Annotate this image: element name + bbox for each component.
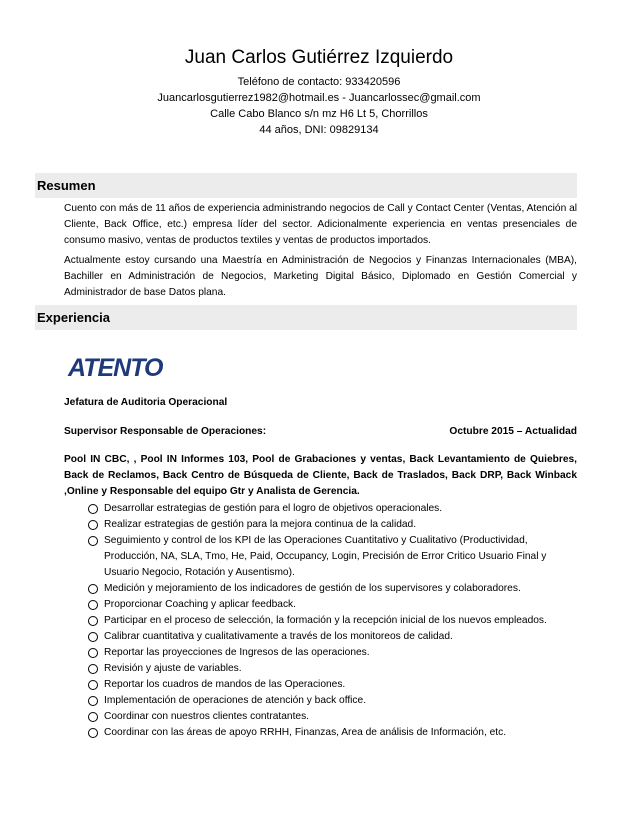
responsibility-text: Reportar las proyecciones de Ingresos de las operaciones. <box>104 647 370 658</box>
responsibility-item <box>88 517 578 533</box>
bullet-circle-icon <box>88 664 98 674</box>
responsibility-item <box>88 613 578 629</box>
bullet-circle-icon <box>88 600 98 610</box>
responsibility-item <box>88 725 578 741</box>
bullet-circle-icon <box>88 504 98 514</box>
summary-paragraph-1 <box>64 201 577 249</box>
responsibility-text: Implementación de operaciones de atención y back office. <box>104 695 367 706</box>
bullet-circle-icon <box>88 616 98 626</box>
resume-header <box>0 0 638 138</box>
responsibility-item <box>88 581 578 597</box>
responsibility-item <box>88 661 578 677</box>
responsibility-item <box>88 597 578 613</box>
role-row <box>64 424 577 440</box>
responsibility-item <box>88 677 578 693</box>
responsibility-text: Desarrollar estrategias de gestión para el logro de objetivos operacionales. <box>104 503 443 514</box>
bullet-circle-icon <box>88 520 98 530</box>
age-id-line: 44 años, DNI: 09829134 <box>259 124 379 136</box>
summary-paragraph-2 <box>64 253 577 301</box>
responsibility-text: Proporcionar Coaching y aplicar feedback. <box>104 599 296 610</box>
responsibility-text: Reportar los cuadros de mandos de las Operaciones. <box>104 679 346 690</box>
role-title: Supervisor Responsable de Operaciones: <box>64 426 267 437</box>
phone-line: Teléfono de contacto: 933420596 <box>237 76 401 88</box>
responsibility-text: Participar en el proceso de selección, la formación y la recepción inicial de los nuevos empleados. <box>104 615 547 626</box>
email-line: Juancarlosgutierrez1982@hotmail.es - Juancarlossec@gmail.com <box>157 92 481 104</box>
section-title-resumen: Resumen <box>35 173 577 198</box>
responsibility-item <box>88 629 578 645</box>
summary-text-1: Cuento con más de 11 años de experiencia administrando negocios de Call y Contact Center (Ventas, Atención al Cliente, Back Office, etc.) empresa líder del sector. Adicionalmente experiencia en ventas presenciales de consumo masivo, ventas de productos textiles y ventas de productos importados. <box>64 203 577 246</box>
responsibility-text: Realizar estrategias de gestión para la mejora continua de la calidad. <box>104 519 417 530</box>
bullet-circle-icon <box>88 680 98 690</box>
role-period: Octubre 2015 – Actualidad <box>449 426 577 437</box>
responsibility-text: Coordinar con nuestros clientes contratantes. <box>104 711 309 722</box>
bullet-circle-icon <box>88 536 98 546</box>
bullet-circle-icon <box>88 712 98 722</box>
job-title: Jefatura de Auditoria Operacional <box>64 397 228 408</box>
summary-text-2: Actualmente estoy cursando una Maestría en Administración de Negocios y Finanzas Internacionales (MBA), Bachiller en Administración de Negocios, Marketing Digital Básico, Diplomado en Gestión Comercial y Administrador de base Datos plana. <box>64 255 577 298</box>
responsibility-text: Revisión y ajuste de variables. <box>104 663 242 674</box>
candidate-name: Juan Carlos Gutiérrez Izquierdo <box>184 47 454 68</box>
bullet-circle-icon <box>88 696 98 706</box>
responsibility-text: Seguimiento y control de los KPI de las Operaciones Cuantitativo y Cualitativo (Productividad, Producción, NA, SLA, Tmo, He, Paid, Occupancy, Login, Precisión de Error Critico Usuario Final y Usuario Negocio, Rotación y Ausentismo). <box>104 535 547 578</box>
bullet-circle-icon <box>88 728 98 738</box>
responsibility-item <box>88 645 578 661</box>
responsibility-item <box>88 501 578 517</box>
responsibility-text: Coordinar con las áreas de apoyo RRHH, Finanzas, Area de análisis de Información, etc. <box>104 727 507 738</box>
svg-text:ATENTO: ATENTO <box>68 354 163 382</box>
bullet-circle-icon <box>88 648 98 658</box>
bullet-circle-icon <box>88 632 98 642</box>
address-line: Calle Cabo Blanco s/n mz H6 Lt 5, Chorrillos <box>210 108 428 120</box>
responsibility-item <box>88 533 578 581</box>
responsibilities-list <box>88 501 578 741</box>
responsibility-text: Medición y mejoramiento de los indicadores de gestión de los supervisores y colaboradores. <box>104 583 521 594</box>
section-title-experiencia: Experiencia <box>35 305 577 330</box>
job-description: Pool IN CBC, , Pool IN Informes 103, Pool de Grabaciones y ventas, Back Levantamiento de Quiebres, Back de Reclamos, Back Centro de Búsqueda de Cliente, Back de Traslados, Back DRP, Back Winback ,Online y Responsable del equipo Gtr y Analista de Gerencia. <box>64 454 577 497</box>
responsibility-text: Calibrar cuantitativa y cualitativamente a través de los monitoreos de calidad. <box>104 631 453 642</box>
bullet-circle-icon <box>88 584 98 594</box>
responsibility-item <box>88 693 578 709</box>
responsibility-item <box>88 709 578 725</box>
atento-logo <box>66 350 166 384</box>
